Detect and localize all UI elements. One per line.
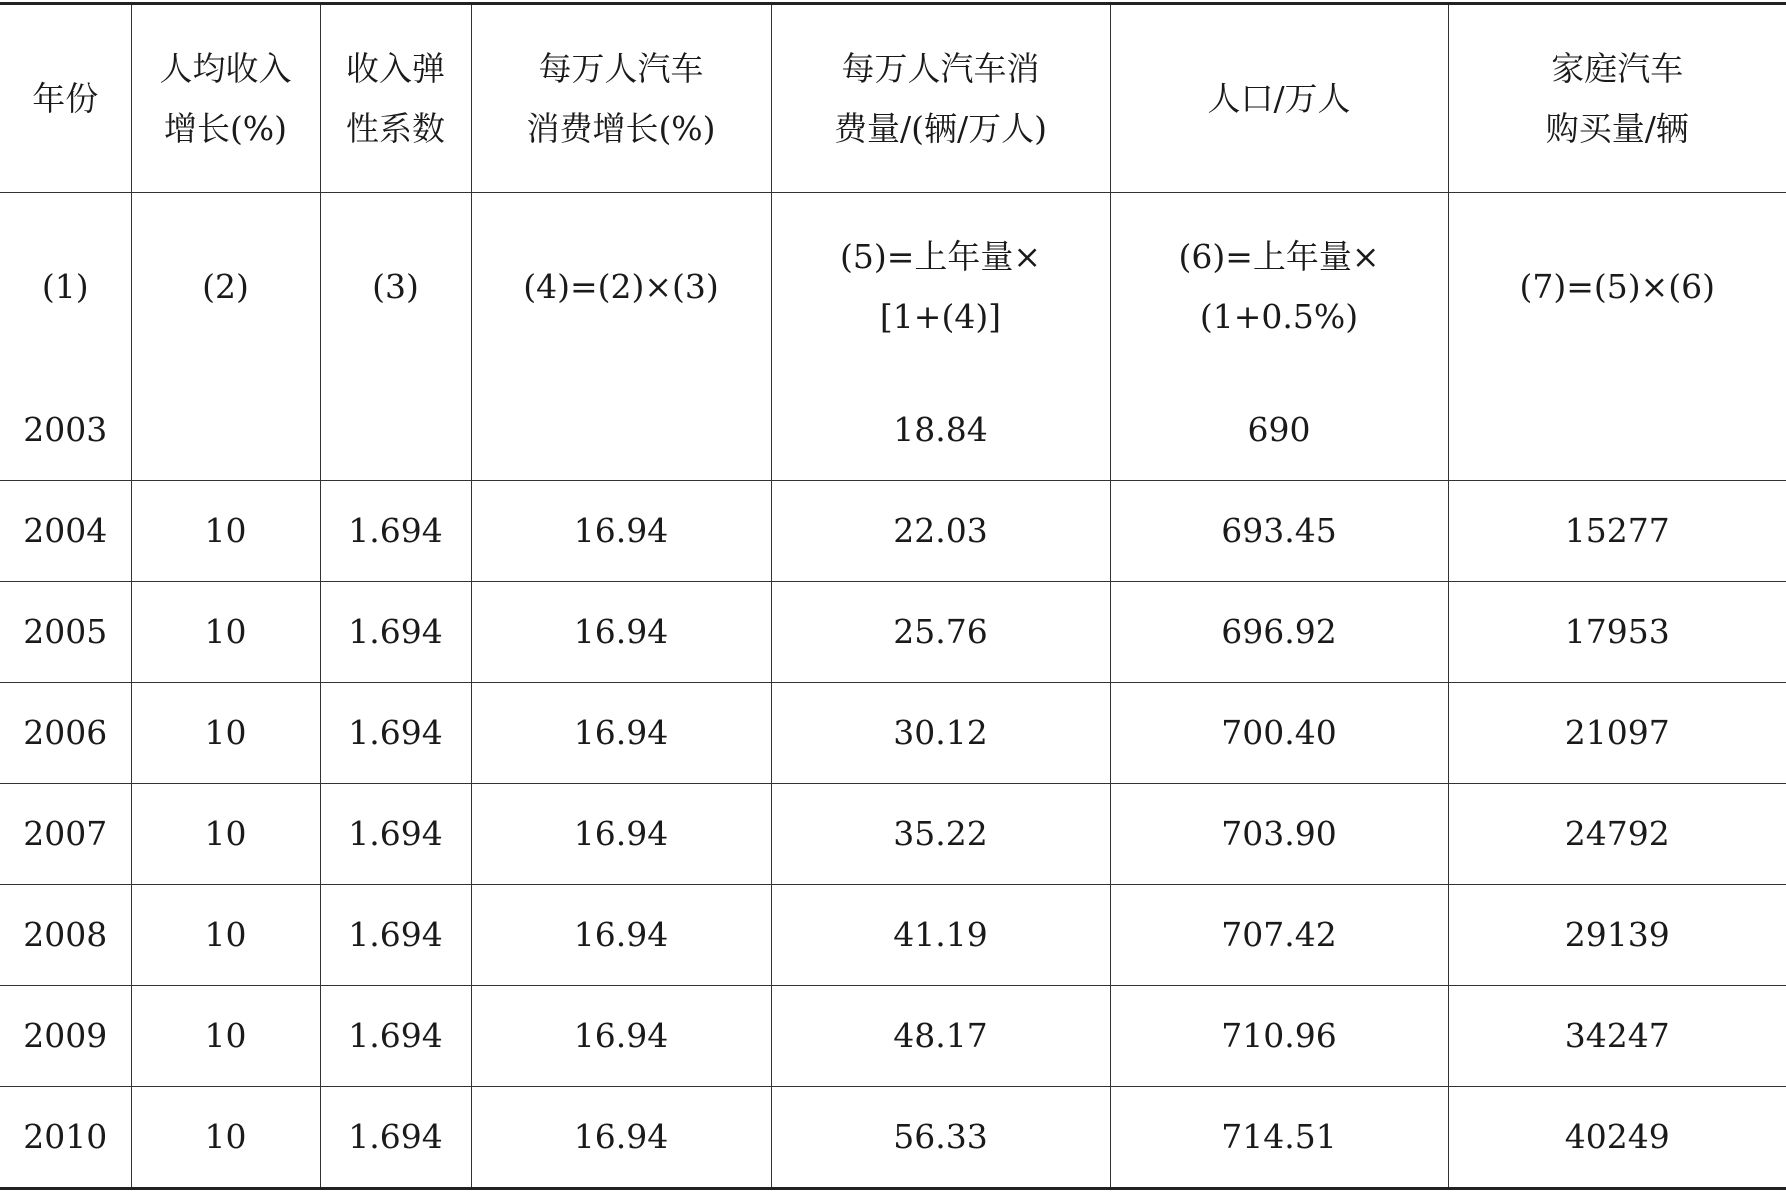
table-cell: 29139 bbox=[1448, 885, 1786, 986]
table-cell bbox=[131, 380, 320, 481]
table-row bbox=[0, 784, 1786, 885]
table-cell: 1.694 bbox=[320, 683, 471, 784]
table-cell: 41.19 bbox=[771, 885, 1110, 986]
table-cell: 707.42 bbox=[1110, 885, 1448, 986]
header-row bbox=[0, 4, 1786, 193]
table-cell bbox=[1448, 380, 1786, 481]
table-cell: 2009 bbox=[0, 986, 131, 1087]
table-row bbox=[0, 683, 1786, 784]
table-cell: 22.03 bbox=[771, 481, 1110, 582]
table-cell: 16.94 bbox=[471, 986, 771, 1087]
table-cell: 25.76 bbox=[771, 582, 1110, 683]
table-row bbox=[0, 481, 1786, 582]
table-cell: 15277 bbox=[1448, 481, 1786, 582]
table-cell: 10 bbox=[131, 582, 320, 683]
table-cell bbox=[320, 380, 471, 481]
formula-row bbox=[0, 193, 1786, 381]
table-cell: 16.94 bbox=[471, 683, 771, 784]
table-cell: 16.94 bbox=[471, 885, 771, 986]
table-cell: 10 bbox=[131, 784, 320, 885]
table-cell: 10 bbox=[131, 986, 320, 1087]
table-cell: 1.694 bbox=[320, 986, 471, 1087]
table-cell: 710.96 bbox=[1110, 986, 1448, 1087]
table-cell: 2008 bbox=[0, 885, 131, 986]
table-cell: 16.94 bbox=[471, 784, 771, 885]
table-cell: 2006 bbox=[0, 683, 131, 784]
table-cell: 1.694 bbox=[320, 885, 471, 986]
table-cell: 1.694 bbox=[320, 784, 471, 885]
header-income-growth: 人均收入 增长(%) bbox=[131, 4, 320, 193]
table-cell: 16.94 bbox=[471, 481, 771, 582]
table-cell: 714.51 bbox=[1110, 1087, 1448, 1189]
header-year: 年份 bbox=[0, 4, 131, 193]
formula-cell: (6)=上年量× (1+0.5%) bbox=[1110, 193, 1448, 381]
table-cell: 690 bbox=[1110, 380, 1448, 481]
formula-cell: (2) bbox=[131, 193, 320, 381]
table-cell: 10 bbox=[131, 481, 320, 582]
table-row bbox=[0, 582, 1786, 683]
table-cell: 2010 bbox=[23, 1117, 108, 1156]
table-cell: 18.84 bbox=[771, 380, 1110, 481]
header-population: 人口/万人 bbox=[1110, 4, 1448, 193]
table-cell: 693.45 bbox=[1110, 481, 1448, 582]
header-elasticity: 收入弹 性系数 bbox=[320, 4, 471, 193]
header-consumption-growth: 每万人汽车 消费增长(%) bbox=[471, 4, 771, 193]
header-household-purchases: 家庭汽车 购买量/辆 bbox=[1448, 4, 1786, 193]
table-cell: 1.694 bbox=[320, 1087, 471, 1189]
data-rows bbox=[0, 380, 1786, 1189]
table-cell: 21097 bbox=[1448, 683, 1786, 784]
table-cell: 696.92 bbox=[1110, 582, 1448, 683]
car-purchase-forecast-table bbox=[0, 2, 1786, 1190]
table-cell: 2005 bbox=[0, 582, 131, 683]
table-cell: 24792 bbox=[1448, 784, 1786, 885]
table-cell: 700.40 bbox=[1110, 683, 1448, 784]
table-cell: 17953 bbox=[1448, 582, 1786, 683]
table-cell: 35.22 bbox=[771, 784, 1110, 885]
table-cell: 10 bbox=[131, 1087, 320, 1189]
table-cell: 1.694 bbox=[320, 481, 471, 582]
table-cell: 2003 bbox=[0, 380, 131, 481]
table-row bbox=[0, 885, 1786, 986]
formula-cell: (4)=(2)×(3) bbox=[471, 193, 771, 381]
table-row bbox=[0, 1087, 1786, 1189]
table-cell bbox=[471, 380, 771, 481]
table-cell: 2007 bbox=[0, 784, 131, 885]
formula-cell: (7)=(5)×(6) bbox=[1448, 193, 1786, 381]
table-cell: 16.94 bbox=[471, 1087, 771, 1189]
table-row bbox=[0, 986, 1786, 1087]
header-consumption-per-10k: 每万人汽车消 费量/(辆/万人) bbox=[771, 4, 1110, 193]
formula-cell: (1) bbox=[41, 266, 89, 306]
formula-cell: (3) bbox=[320, 193, 471, 381]
table-cell: 2004 bbox=[0, 481, 131, 582]
table-cell: 30.12 bbox=[771, 683, 1110, 784]
table-cell: 1.694 bbox=[320, 582, 471, 683]
table-cell: 10 bbox=[131, 683, 320, 784]
table-row bbox=[0, 380, 1786, 481]
table-cell: 10 bbox=[131, 885, 320, 986]
table-cell: 703.90 bbox=[1110, 784, 1448, 885]
table-cell: 16.94 bbox=[471, 582, 771, 683]
table-cell: 40249 bbox=[1448, 1087, 1786, 1189]
table-cell: 56.33 bbox=[771, 1087, 1110, 1189]
formula-cell: (5)=上年量× [1+(4)] bbox=[771, 193, 1110, 381]
table-cell: 34247 bbox=[1448, 986, 1786, 1087]
table-cell: 48.17 bbox=[771, 986, 1110, 1087]
